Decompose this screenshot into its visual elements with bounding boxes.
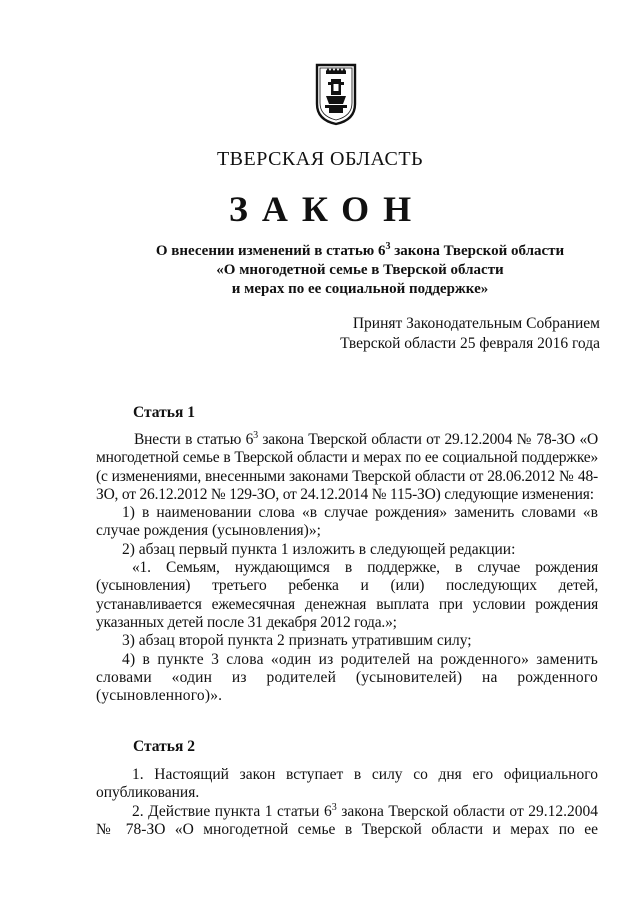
document-type-title: ЗАКОН (228, 189, 426, 229)
article-2-heading: Статья 2 (133, 738, 195, 755)
subtitle-line-2: «О многодетной семье в Тверской области (216, 262, 504, 278)
adoption-note (340, 314, 600, 354)
coat-of-arms-emblem (314, 62, 358, 126)
article-1-item-2: 2) абзац первый пункта 1 изложить в следующей редакции: (122, 540, 516, 558)
article-1-body (96, 431, 598, 705)
subtitle-line-1: О внесении изменений в статью $6^3$ закона Тверской области (155, 241, 565, 259)
article-1-quote: «1. Семьям, нуждающимся в поддержке, в случае рождения (усыновления) третьего ребенка и (или) последующих детей, устанавливается ежемесячная денежная выплата при условии рождения указанных детей после 31 декабря 2012 года.»; (96, 559, 598, 631)
article-2-item-1: 1. Настоящий закон вступает в силу со дня его официального опубликования. (96, 766, 598, 802)
adoption-line-1: Принят Законодательным Собранием (352, 315, 600, 332)
article-1-item-4: 4) в пункте 3 слова «один из родителей на рожденного» заменить словами «один из родителей (усыновителей) на рожденного (усыновленного)». (96, 650, 598, 705)
article-1-intro: Внести в статью $6^3$ закона Тверской области от 29.12.2004 № 78-ЗО «О многодетной семье в Тверской области и мерах по ее социальной поддержке» (с изменениями, внесенными законами Тверской области от 28.06.2012 № 48-ЗО, от 26.12.2012 № 129-ЗО, от 24.12.2014 № 115-ЗО) следующие изменения: (96, 429, 599, 503)
region-title: ТВЕРСКАЯ ОБЛАСТЬ (216, 148, 424, 170)
article-1-item-1: 1) в наименовании слова «в случае рождения» заменить словами «в случае рождения (усыновления)»; (96, 504, 598, 540)
subtitle-line-3: и мерах по ее социальной поддержке» (231, 281, 489, 297)
adoption-line-2: Тверской области 25 февраля 2016 года (340, 335, 600, 352)
law-subtitle (0, 242, 640, 299)
article-1-heading: Статья 1 (133, 404, 195, 421)
article-1-item-3: 3) абзац второй пункта 2 признать утратившим силу; (122, 632, 472, 650)
article-2-body (96, 766, 598, 839)
article-2-item-2: 2. Действие пункта 1 статьи $6^3$ закона Тверской области от 29.12.2004 № 78-ЗО «О многодетной семье в Тверской области и мерах по ее (96, 801, 598, 838)
